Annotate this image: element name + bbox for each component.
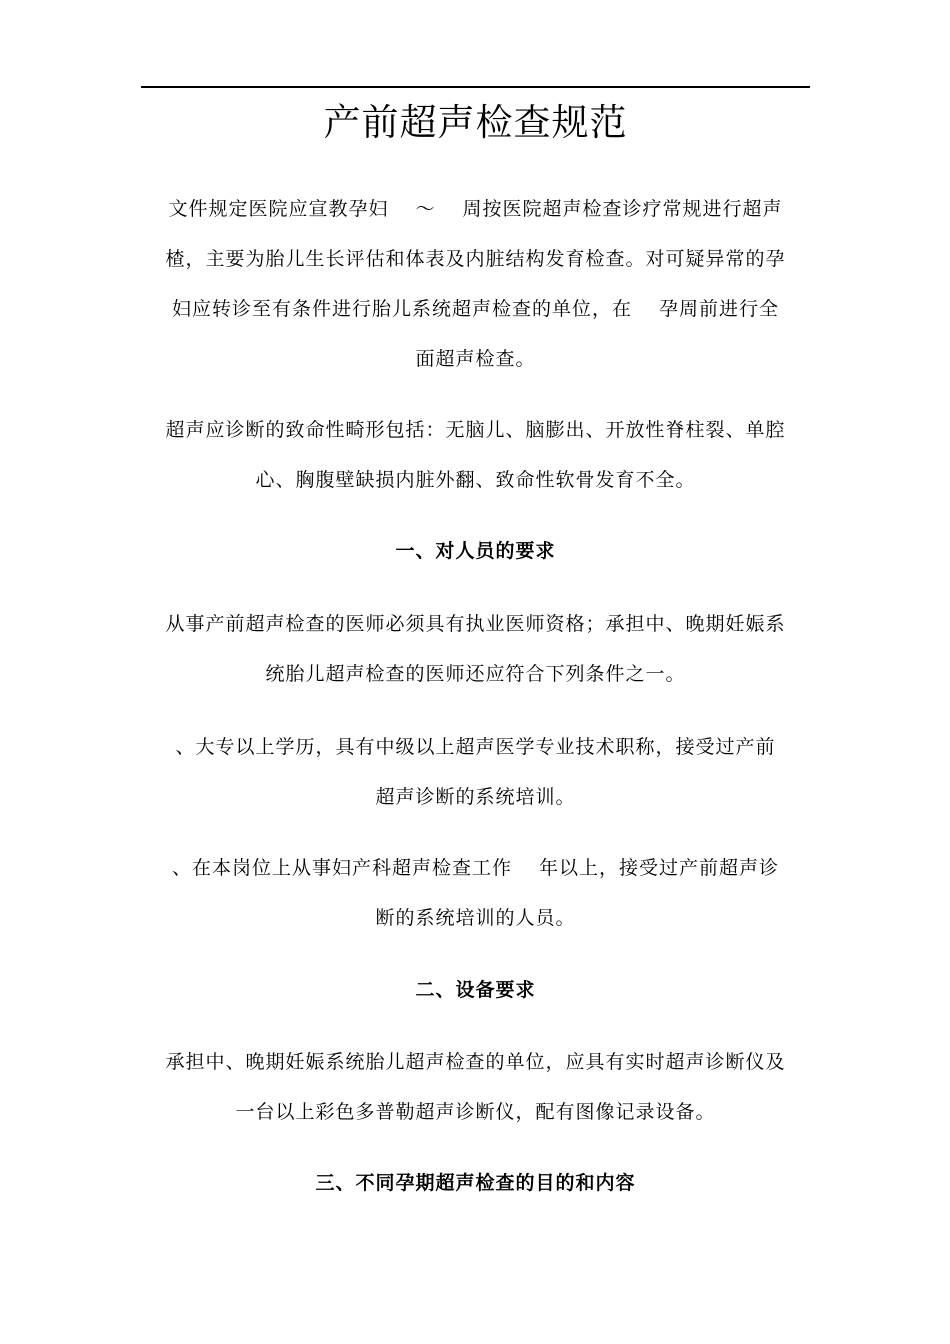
text-line: 从事产前超声检查的医师必须具有执业医师资格；承担中、晚期妊娠系: [165, 613, 786, 635]
personnel-paragraph: [141, 599, 810, 699]
section-heading-equipment: 二、设备要求: [415, 979, 536, 1001]
text-line: 面超声检查。: [415, 348, 536, 370]
equipment-paragraph: [141, 1037, 810, 1137]
text-line: 一台以上彩色多普勒超声诊断仪，配有图像记录设备。: [235, 1101, 716, 1123]
document-title: 产前超声检查规范: [323, 101, 628, 144]
text-line: 承担中、晚期妊娠系统胎儿超声检查的单位，应具有实时超声诊断仪及: [165, 1051, 786, 1073]
text-line: 、大专以上学历，具有中级以上超声医学专业技术职称，接受过产前: [175, 736, 776, 758]
text-line: 超声应诊断的致命性畸形包括：无脑儿、脑膨出、开放性脊柱裂、单腔: [165, 419, 786, 441]
personnel-condition-2: [141, 843, 810, 943]
text-line: 、在本岗位上从事妇产科超声检查工作 年以上，接受过产前超声诊: [171, 857, 780, 879]
text-line: 超声诊断的系统培训。: [375, 786, 576, 808]
personnel-condition-1: [141, 722, 810, 822]
section-heading-exam-purpose: 三、不同孕期超声检查的目的和内容: [315, 1172, 636, 1194]
text-line: 妇应转诊至有条件进行胎儿系统超声检查的单位，在 孕周前进行全: [171, 298, 780, 320]
header-rule: [141, 86, 810, 88]
lethal-malformations-paragraph: [141, 405, 810, 505]
section-heading-personnel: 一、对人员的要求: [395, 540, 556, 562]
text-line: 断的系统培训的人员。: [375, 907, 576, 929]
text-line: 楂，主要为胎儿生长评估和体表及内脏结构发育检查。对可疑异常的孕: [165, 248, 786, 270]
text-line: 心、胸腹壁缺损内脏外翻、致命性软骨发育不全。: [255, 469, 696, 491]
intro-paragraph: [141, 184, 810, 384]
text-line: 文件规定医院应宣教孕妇 ～ 周按医院超声检查诊疗常规进行超声: [168, 198, 783, 220]
text-line: 统胎儿超声检查的医师还应符合下列条件之一。: [265, 663, 686, 685]
